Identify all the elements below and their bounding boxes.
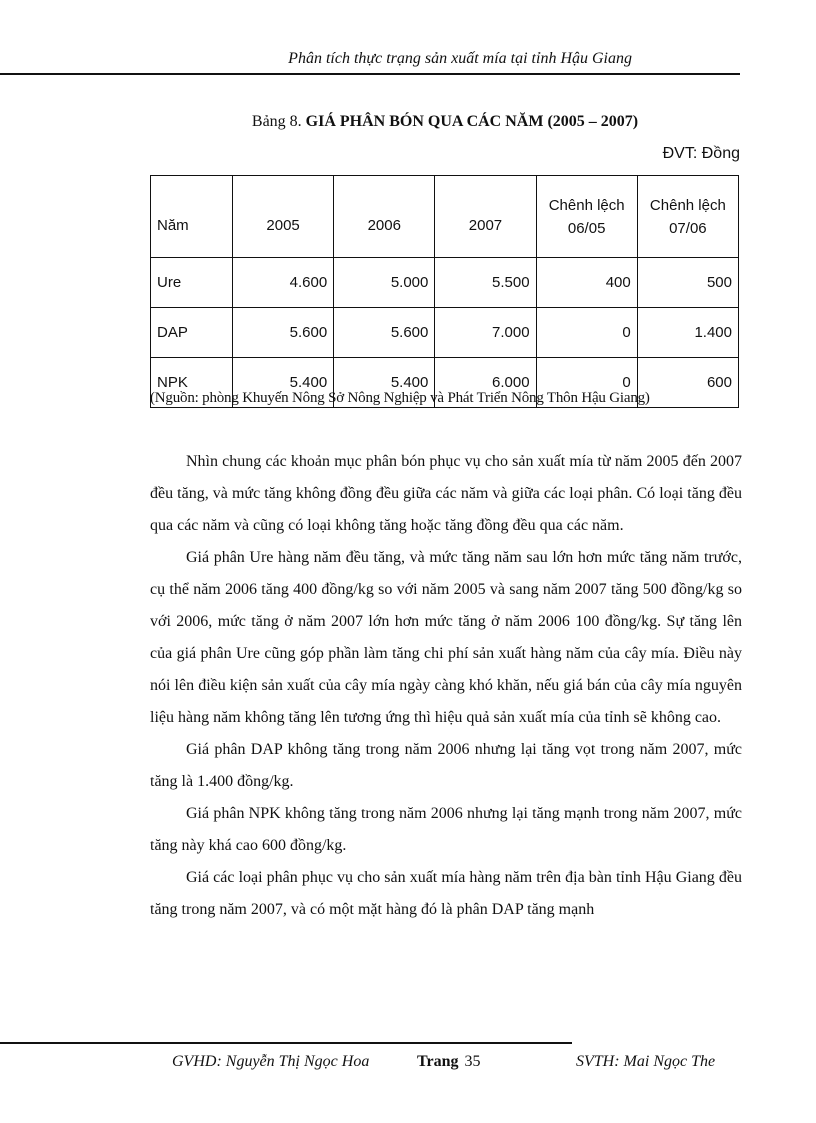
cell-diff-07-06: 1.400 <box>637 308 738 358</box>
cell-diff-07-06: 600 <box>637 358 738 408</box>
cell-diff-07-06: 500 <box>637 258 738 308</box>
paragraph: Giá phân NPK không tăng trong năm 2006 nhưng lại tăng mạnh trong năm 2007, mức tăng này khá cao 600 đồng/kg. <box>150 805 742 854</box>
cell-2006: 5.000 <box>334 258 435 308</box>
header-2005: 2005 <box>233 176 334 258</box>
footer-page <box>417 1053 480 1071</box>
table-caption-prefix: Bảng 8. <box>251 113 302 130</box>
table-row <box>151 308 739 358</box>
cell-diff-06-05: 0 <box>536 308 637 358</box>
table-caption-title: GIÁ PHÂN BÓN QUA CÁC NĂM (2005 – 2007) <box>305 113 639 130</box>
cell-diff-06-05: 0 <box>536 358 637 408</box>
table-source-note: (Nguồn: phòng Khuyến Nông Sở Nông Nghiệp và Phát Triển Nông Thôn Hậu Giang) <box>150 390 650 406</box>
footer-page-label: Trang <box>417 1053 459 1070</box>
cell-2007: 5.500 <box>435 258 536 308</box>
paragraph: Giá các loại phân phục vụ cho sản xuất mía hàng năm trên địa bàn tỉnh Hậu Giang đều tăng trong năm 2007, và có một mặt hàng đó là phân DAP tăng mạnh <box>150 869 742 918</box>
table-row <box>151 258 739 308</box>
header-2006: 2006 <box>334 176 435 258</box>
cell-diff-06-05: 400 <box>536 258 637 308</box>
header-diff-07-06-line2: 07/06 <box>669 219 707 237</box>
cell-2005: 5.400 <box>233 358 334 408</box>
page-header-title: Phân tích thực trạng sản xuất mía tại tỉnh Hậu Giang <box>288 50 632 67</box>
fertilizer-price-table <box>150 175 739 408</box>
header-year-label: Năm <box>151 176 233 258</box>
footer-page-number: 35 <box>464 1053 481 1070</box>
table-unit: ĐVT: Đồng <box>662 145 740 162</box>
cell-2007: 7.000 <box>435 308 536 358</box>
paragraph: Giá phân Ure hàng năm đều tăng, và mức tăng năm sau lớn hơn mức tăng năm trước, cụ thể năm 2006 tăng 400 đồng/kg so với năm 2005 và sang năm 2007 tăng 500 đồng/kg so với 2006, mức tăng ở năm 2007 lớn hơn mức tăng ở năm 2006 100 đồng/kg. Sự tăng lên của giá phân Ure cũng góp phần làm tăng chi phí sản xuất hàng năm của cây mía. Điều này nói lên điều kiện sản xuất của cây mía ngày càng khó khăn, nếu giá bán của cây mía nguyên liệu hàng năm không tăng lên tương ứng thì hiệu quả sản xuất mía của tỉnh sẽ không cao. <box>150 549 742 726</box>
paragraph: Giá phân DAP không tăng trong năm 2006 nhưng lại tăng vọt trong năm 2007, mức tăng là 1.400 đồng/kg. <box>150 741 742 790</box>
footer-advisor: GVHD: Nguyễn Thị Ngọc Hoa <box>172 1053 370 1070</box>
header-diff-07-06-line1: Chênh lệch <box>649 196 726 214</box>
header-2007: 2007 <box>435 176 536 258</box>
table-header-row <box>151 176 739 258</box>
cell-2006: 5.600 <box>334 308 435 358</box>
header-diff-06-05-line2: 06/05 <box>567 219 606 237</box>
table-caption <box>0 113 816 131</box>
row-name: Ure <box>151 258 233 308</box>
header-diff-06-05-line1: Chênh lệch <box>548 196 625 214</box>
paragraph: Nhìn chung các khoản mục phân bón phục vụ cho sản xuất mía từ năm 2005 đến 2007 đều tăng, và mức tăng không đồng đều giữa các năm và giữa các loại phân. Có loại tăng đều qua các năm và cũng có loại không tăng hoặc tăng đồng đều qua các năm. <box>150 453 742 534</box>
cell-2005: 5.600 <box>233 308 334 358</box>
footer-student: SVTH: Mai Ngọc The <box>576 1053 716 1070</box>
cell-2005: 4.600 <box>233 258 334 308</box>
header-diff-06-05 <box>536 176 637 258</box>
row-name: DAP <box>151 308 233 358</box>
cell-2007: 6.000 <box>435 358 536 408</box>
header-divider <box>0 73 740 75</box>
header-diff-07-06 <box>637 176 738 258</box>
body-text <box>150 446 742 926</box>
row-name: NPK <box>151 358 233 408</box>
footer-divider <box>0 1042 572 1044</box>
cell-2006: 5.400 <box>334 358 435 408</box>
